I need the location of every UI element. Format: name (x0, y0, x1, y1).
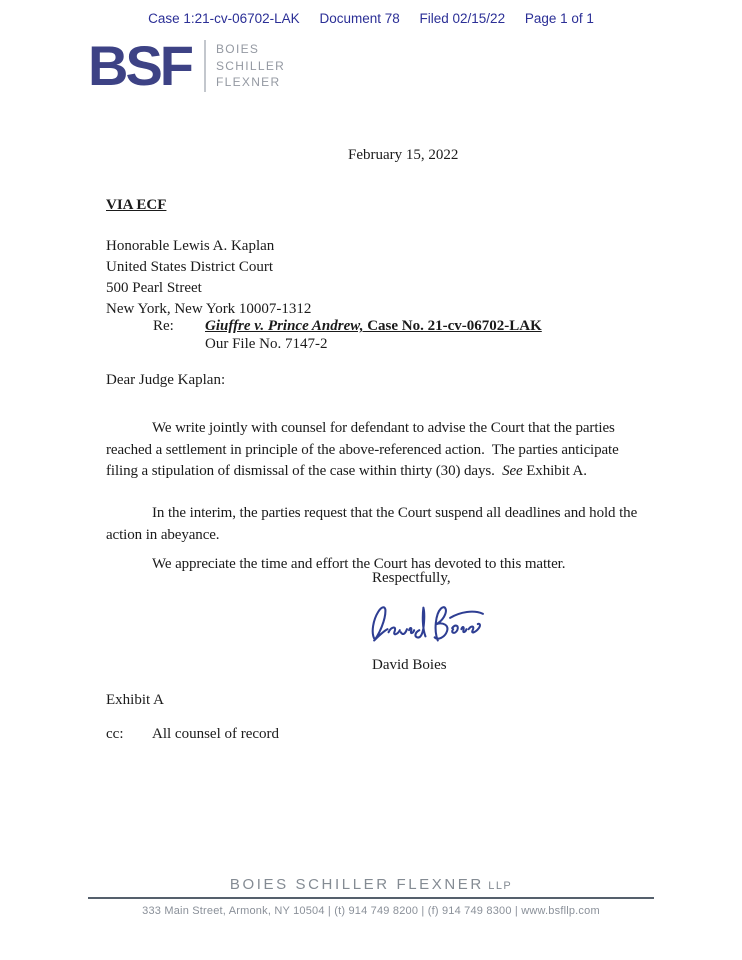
logo-name-boies: BOIES (216, 42, 260, 57)
re-content (205, 318, 542, 353)
bsf-logo (88, 34, 286, 97)
paragraph-appreciation: We appreciate the time and effort the Court has devoted to this matter. (152, 556, 566, 572)
cc-value: All counsel of record (152, 726, 280, 742)
footer-contact-line: 333 Main Street, Armonk, NY 10504 | (t) 914 749 8200 | (f) 914 749 8300 | www.bsfllp.com (142, 905, 600, 917)
ecf-case-number: Case 1:21-cv-06702-LAK (148, 11, 300, 26)
bsf-logo-firm-names (216, 40, 285, 92)
cc-line (106, 726, 279, 743)
footer-divider-rule (88, 897, 654, 899)
letter-date: February 15, 2022 (348, 147, 459, 163)
paragraph-settlement-see: See (502, 463, 523, 479)
logo-name-flexner: FLEXNER (216, 74, 281, 89)
cc-label: cc: (106, 726, 124, 742)
recipient-address-block (106, 236, 311, 320)
paragraph-settlement-end: Exhibit A. (522, 463, 587, 479)
recipient-city: New York, New York 10007-1312 (106, 301, 312, 317)
ecf-filed-date: Filed 02/15/22 (419, 11, 506, 26)
paragraph-interim: In the interim, the parties request that the Court suspend all deadlines and hold the action in abeyance. (106, 505, 641, 543)
re-label: Re: (153, 318, 174, 334)
logo-divider (204, 40, 206, 92)
footer-firm-text: BOIES SCHILLER FLEXNER (229, 876, 484, 893)
re-line-block (153, 318, 542, 353)
ecf-document-number: Document 78 (319, 11, 400, 26)
bsf-logo-initials: BSF (88, 34, 191, 97)
signature-image (368, 596, 486, 653)
footer-llp-suffix: LLP (483, 880, 513, 892)
re-case-caption (205, 318, 542, 335)
david-boies-signature-icon (368, 596, 486, 648)
ecf-page-number: Page 1 of 1 (524, 11, 594, 26)
re-case-name: Giuffre v. Prince Andrew, (205, 318, 364, 334)
signer-typed-name: David Boies (372, 657, 447, 673)
paragraph-settlement-text: We write jointly with counsel for defendant to advise the Court that the parties reached a settlement in principle of the above-referenced action. The parties anticipate filing a stipulation of dismissal of the case within thirty (30) days. (106, 420, 623, 479)
closing-respectfully: Respectfully, (372, 570, 451, 586)
logo-name-schiller: SCHILLER (216, 58, 286, 73)
re-file-number: Our File No. 7147-2 (205, 336, 328, 352)
exhibit-label: Exhibit A (106, 692, 164, 708)
re-case-number: Case No. 21-cv-06702-LAK (363, 318, 542, 334)
recipient-name: Honorable Lewis A. Kaplan (106, 238, 275, 254)
salutation: Dear Judge Kaplan: (106, 372, 226, 388)
ecf-stamp-header (0, 11, 742, 26)
via-ecf-label: VIA ECF (106, 197, 167, 213)
paragraph-settlement (106, 418, 646, 483)
recipient-street: 500 Pearl Street (106, 280, 202, 296)
recipient-court: United States District Court (106, 259, 274, 275)
footer-firm-name (0, 876, 742, 893)
